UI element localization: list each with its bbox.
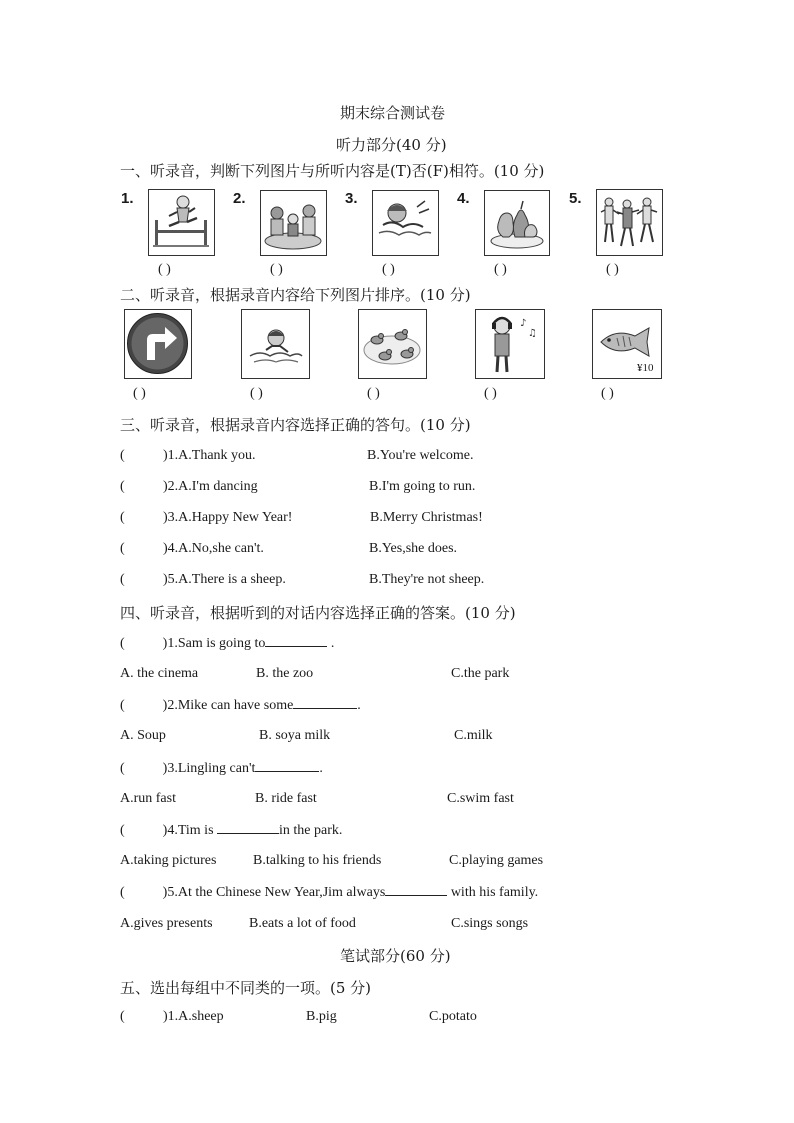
s3-option-b-4[interactable]: B.Yes,she does. xyxy=(369,541,458,556)
s5-paren-1[interactable]: ( xyxy=(120,1009,125,1024)
s1-number-4: 4. xyxy=(457,190,470,207)
s1-answer-5[interactable]: ( ) xyxy=(606,262,619,277)
section4-heading: 四、听录音，根据听到的对话内容选择正确的答案。(10 分) xyxy=(120,604,516,622)
s4-paren-5[interactable]: ( xyxy=(120,885,125,900)
s4-q4-end: in the park. xyxy=(279,823,343,838)
s4-opt-b-3[interactable]: B. ride fast xyxy=(255,791,317,806)
s4-question-4 xyxy=(120,822,342,839)
s3-option-b-5[interactable]: B.They're not sheep. xyxy=(369,572,485,587)
s3-option-a-3[interactable]: )3.A.Happy New Year! xyxy=(163,510,293,525)
s2-answer-3[interactable]: ( ) xyxy=(367,386,380,401)
s1-number-3: 3. xyxy=(345,190,358,207)
s3-option-a-1[interactable]: )1.A.Thank you. xyxy=(163,448,256,463)
s2-answer-1[interactable]: ( ) xyxy=(133,386,146,401)
family-picnic-icon xyxy=(260,190,327,256)
s4-q5-text: )5.At the Chinese New Year,Jim always xyxy=(162,885,386,900)
hurdle-jumper-icon xyxy=(148,189,215,256)
s4-opt-a-1[interactable]: A. the cinema xyxy=(120,666,199,681)
s4-q2-text: )2.Mike can have some xyxy=(162,698,294,713)
s2-answer-4[interactable]: ( ) xyxy=(484,386,497,401)
s4-q3-text: )3.Lingling can't xyxy=(162,761,256,776)
svg-text:♪: ♪ xyxy=(520,318,527,329)
s1-answer-3[interactable]: ( ) xyxy=(382,262,395,277)
s3-option-a-4[interactable]: )4.A.No,she can't. xyxy=(163,541,264,556)
s4-opt-c-2[interactable]: C.milk xyxy=(454,728,493,743)
s4-q1-end: . xyxy=(327,636,335,651)
s4-opt-c-5[interactable]: C.sings songs xyxy=(451,916,529,931)
page-title: 期末综合测试卷 xyxy=(340,104,446,122)
s3-paren-4[interactable]: ( xyxy=(120,541,125,556)
s4-opt-a-2[interactable]: A. Soup xyxy=(120,728,166,743)
price-tag: ¥10 xyxy=(637,362,654,374)
s4-blank-1[interactable] xyxy=(265,635,327,647)
s3-option-b-3[interactable]: B.Merry Christmas! xyxy=(370,510,483,525)
s4-question-5 xyxy=(120,884,538,901)
s4-opt-b-4[interactable]: B.talking to his friends xyxy=(253,853,382,868)
ducks-pond-icon xyxy=(358,309,427,379)
s4-opt-c-3[interactable]: C.swim fast xyxy=(447,791,514,806)
s5-option-a-1[interactable]: )1.A.sheep xyxy=(163,1009,224,1024)
s4-q1-text: )1.Sam is going to xyxy=(162,636,266,651)
s3-paren-3[interactable]: ( xyxy=(120,510,125,525)
s4-opt-c-1[interactable]: C.the park xyxy=(451,666,510,681)
s4-opt-b-5[interactable]: B.eats a lot of food xyxy=(249,916,356,931)
s3-option-a-2[interactable]: )2.A.I'm dancing xyxy=(163,479,258,494)
s4-opt-a-4[interactable]: A.taking pictures xyxy=(120,853,217,868)
s4-paren-3[interactable]: ( xyxy=(120,761,125,776)
s3-paren-5[interactable]: ( xyxy=(120,572,125,587)
s1-answer-2[interactable]: ( ) xyxy=(270,262,283,277)
s1-number-1: 1. xyxy=(121,190,134,207)
s1-answer-4[interactable]: ( ) xyxy=(494,262,507,277)
s4-blank-4[interactable] xyxy=(217,822,279,834)
s5-option-c-1[interactable]: C.potato xyxy=(429,1009,477,1024)
s4-paren-1[interactable]: ( xyxy=(120,636,125,651)
s4-q2-end: . xyxy=(357,698,361,713)
fish-price-icon xyxy=(592,309,662,379)
s4-blank-2[interactable] xyxy=(293,697,357,709)
section5-heading: 五、选出每组中不同类的一项。(5 分) xyxy=(120,979,372,997)
swimmer-icon xyxy=(372,190,439,256)
s3-option-b-1[interactable]: B.You're welcome. xyxy=(367,448,474,463)
s2-answer-2[interactable]: ( ) xyxy=(250,386,263,401)
taichi-group-icon xyxy=(596,189,663,256)
s1-answer-1[interactable]: ( ) xyxy=(158,262,171,277)
s4-q4-text: )4.Tim is xyxy=(162,823,218,838)
s4-paren-4[interactable]: ( xyxy=(120,823,125,838)
s4-opt-b-1[interactable]: B. the zoo xyxy=(256,666,314,681)
child-in-water-icon xyxy=(241,309,310,379)
listening-header: 听力部分(40 分) xyxy=(336,136,447,154)
section1-heading: 一、听录音，判断下列图片与所听内容是(T)否(F)相符。(10 分) xyxy=(120,162,545,180)
s4-question-3 xyxy=(120,760,323,777)
s3-paren-1[interactable]: ( xyxy=(120,448,125,463)
s4-q3-end: . xyxy=(319,761,323,776)
s1-number-2: 2. xyxy=(233,190,246,207)
pears-plate-icon xyxy=(484,190,550,256)
turn-right-sign-icon xyxy=(124,309,192,379)
s4-opt-a-5[interactable]: A.gives presents xyxy=(120,916,213,931)
s3-paren-2[interactable]: ( xyxy=(120,479,125,494)
s4-opt-b-2[interactable]: B. soya milk xyxy=(259,728,331,743)
s4-question-2 xyxy=(120,697,361,714)
s3-option-b-2[interactable]: B.I'm going to run. xyxy=(369,479,476,494)
s3-option-a-5[interactable]: )5.A.There is a sheep. xyxy=(163,572,286,587)
s4-q5-end: with his family. xyxy=(447,885,539,900)
s2-answer-5[interactable]: ( ) xyxy=(601,386,614,401)
section3-heading: 三、听录音，根据录音内容选择正确的答句。(10 分) xyxy=(120,416,471,434)
s4-opt-c-4[interactable]: C.playing games xyxy=(449,853,544,868)
s4-blank-3[interactable] xyxy=(255,760,319,772)
boy-headphones-icon xyxy=(475,309,545,379)
section2-heading: 二、听录音，根据录音内容给下列图片排序。(10 分) xyxy=(120,286,471,304)
s5-option-b-1[interactable]: B.pig xyxy=(306,1009,337,1024)
s4-opt-a-3[interactable]: A.run fast xyxy=(120,791,176,806)
s4-paren-2[interactable]: ( xyxy=(120,698,125,713)
writing-header: 笔试部分(60 分) xyxy=(340,947,451,965)
s4-question-1 xyxy=(120,635,334,652)
s4-blank-5[interactable] xyxy=(385,884,447,896)
svg-text:♫: ♫ xyxy=(528,328,537,339)
s1-number-5: 5. xyxy=(569,190,582,207)
